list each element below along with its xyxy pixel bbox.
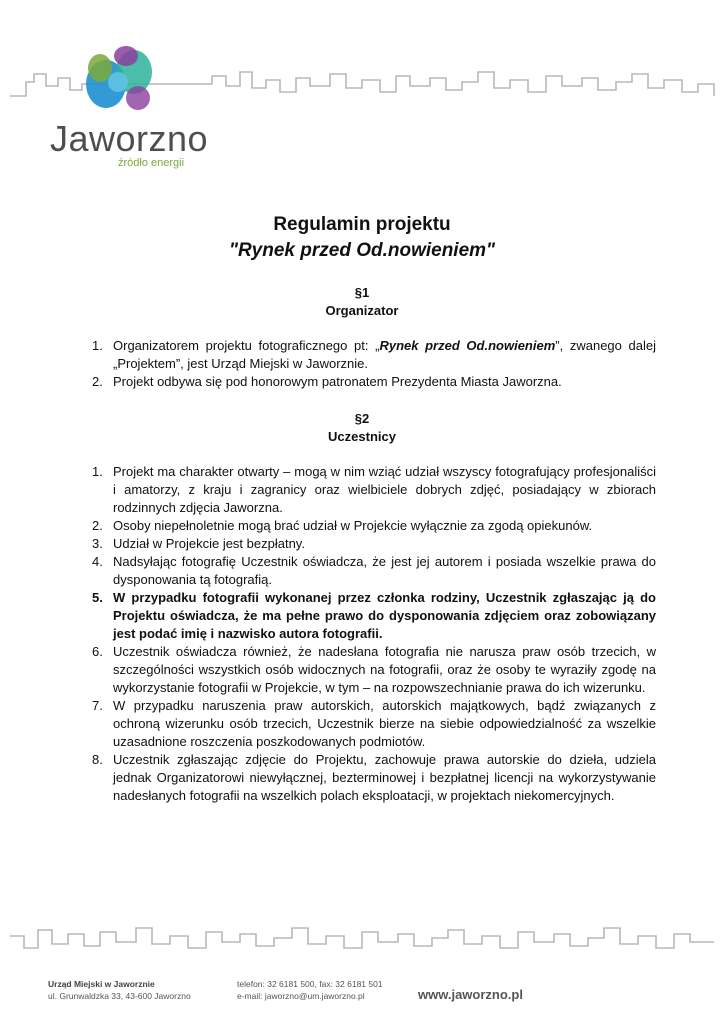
- list-item: [84, 589, 656, 643]
- list-item-text: Projekt odbywa się pod honorowym patronatem Prezydenta Miasta Jaworzna.: [113, 374, 562, 389]
- section-2-number: §2: [354, 411, 370, 426]
- list-item-number: 1.: [92, 338, 103, 353]
- list-item-number: 2.: [92, 374, 103, 389]
- list-item-number: 8.: [92, 752, 103, 767]
- logo-name: Jaworzno: [50, 118, 209, 159]
- section-1-number: §1: [354, 285, 370, 300]
- section-1-list: [84, 337, 656, 391]
- list-item: [84, 373, 656, 391]
- list-item-text: Udział w Projekcie jest bezpłatny.: [113, 536, 305, 551]
- footer-website-link[interactable]: www.jaworzno.pl: [418, 987, 523, 1002]
- list-item-text: Osoby niepełnoletnie mogą brać udział w Projekcie wyłącznie za zgodą opiekunów.: [113, 518, 593, 533]
- project-name: Rynek przed Od.nowieniem: [379, 338, 556, 353]
- footer-phone: telefon: 32 6181 500, fax: 32 6181 501: [237, 979, 383, 989]
- list-item-number: 3.: [92, 536, 103, 551]
- footer-contact-block: [237, 978, 383, 1002]
- list-item-text: Nadsyłając fotografię Uczestnik oświadcza, że jest jej autorem i posiada wszelkie prawa do dysponowania tą fotografią.: [113, 554, 656, 587]
- list-item: [84, 697, 656, 751]
- list-item: [84, 517, 656, 535]
- list-item-text: Uczestnik zgłaszając zdjęcie do Projektu, zachowuje prawa autorskie do dzieła, udziela jednak Organizatorowi niewyłącznej, bezterminowej i bezpłatnej licencji na wykorzystywanie nadesłanych fotografii na wszelkich polach eksploatacji, w projektach niekomercyjnych.: [113, 752, 656, 803]
- document-subtitle: "Rynek przed Od.nowieniem": [228, 240, 496, 261]
- list-item-number: 4.: [92, 554, 103, 569]
- document-title: Regulamin projektu: [273, 214, 451, 235]
- list-item-number: 2.: [92, 518, 103, 533]
- footer-email[interactable]: e-mail: jaworzno@um.jaworzno.pl: [237, 991, 365, 1001]
- section-2-heading: Uczestnicy: [328, 429, 396, 444]
- skyline-bottom-decoration: [0, 918, 724, 962]
- list-item-number: 6.: [92, 644, 103, 659]
- list-item-text: W przypadku naruszenia praw autorskich, autorskich majątkowych, bądź związanych z ochroną wizerunku osób trzecich, Uczestnik bierze na siebie odpowiedzialność za wszelkie uzasadnione roszczenia poszkodowanych podmiotów.: [113, 698, 656, 749]
- jaworzno-logo: [50, 42, 210, 172]
- logo-tagline: źródło energii: [118, 157, 185, 169]
- list-item: [84, 337, 656, 373]
- logo-mark-icon: [76, 42, 166, 122]
- section-2-list: [84, 463, 656, 805]
- list-item-text: Projekt ma charakter otwarty – mogą w nim wziąć udział wszyscy fotografujący profesjonaliści i amatorzy, z kraju i zagranicy oraz wielbiciele dobrych zdjęć, posiadający w zbiorach rodzinnych zdjęcia Jaworzna.: [113, 464, 656, 515]
- footer-office: Urząd Miejski w Jaworznie: [48, 979, 155, 989]
- list-item-number: 5.: [92, 590, 103, 605]
- list-item: [84, 553, 656, 589]
- footer-address-block: [48, 978, 191, 1002]
- list-item-number: 1.: [92, 464, 103, 479]
- list-item: [84, 643, 656, 697]
- list-item-text-pre: Organizatorem projektu fotograficznego pt: „: [113, 338, 380, 353]
- list-item-number: 7.: [92, 698, 103, 713]
- list-item-text: W przypadku fotografii wykonanej przez członka rodziny, Uczestnik zgłaszając ją do Projektu oświadcza, że ma pełne prawo do dysponowania zdjęciem oraz zobowiązany jest podać imię i nazwisko autora fotografii.: [113, 590, 656, 641]
- list-item-text-post: ”, zwanego dalej „Projektem”, jest Urząd Miejski w Jaworznie.: [113, 338, 656, 371]
- list-item: [84, 751, 656, 805]
- list-item: [84, 535, 656, 553]
- list-item: [84, 463, 656, 517]
- list-item-text: Uczestnik oświadcza również, że nadesłana fotografia nie narusza praw osób trzecich, w szczególności wszystkich osób widocznych na fotografii, oraz że osoby te wyraziły zgodę na wykorzystanie fotografii w Projekcie, w tym – na rozpowszechnianie prawa do ich wizerunku.: [113, 644, 656, 695]
- footer-address: ul. Grunwaldzka 33, 43-600 Jaworzno: [48, 991, 191, 1001]
- section-1-heading: Organizator: [325, 303, 399, 318]
